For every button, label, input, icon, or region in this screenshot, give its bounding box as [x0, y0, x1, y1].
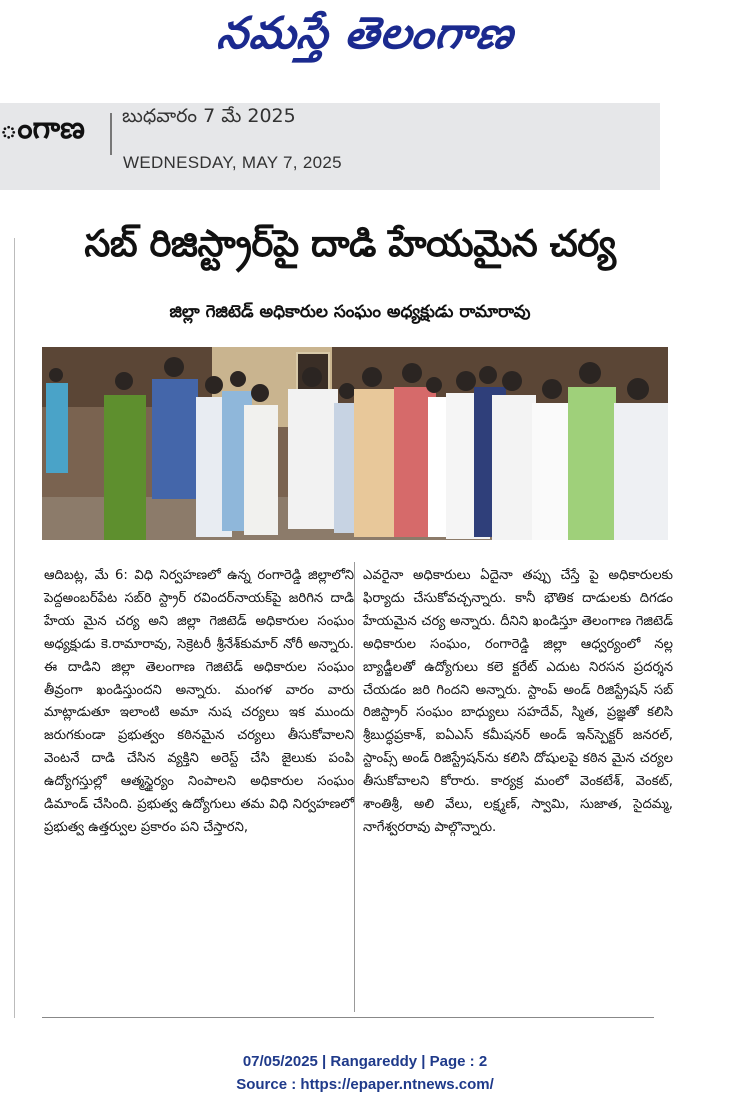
telugu-date: బుధవారం 7 మే 2025: [122, 105, 296, 127]
section-brand: ంగాణ: [0, 111, 85, 146]
masthead: [0, 0, 730, 95]
article-body-right: ఎవరైనా అధికారులు ఏదైనా తప్పు చేస్తే పై అధికారులకు ఫిర్యాదు చేసుకోవచ్చన్నారు. కానీ భౌతిక దాడులకు దిగడం హేయమైన చర్య అన్నారు. దీనిని ఖండిస్తూ తెలంగాణ గెజిటెడ్ అధికారుల సంఘం, రంగారెడ్డి జిల్లా ఆధ్వర్యంలో నల్ల బ్యాడ్జీలతో ఉద్యోగులు కలె క్టరేట్ ఎదుట నిరసన ప్రదర్శన చేయడం జరి గిందని అన్నారు. స్టాంప్ అండ్ రిజిస్ట్రేషన్ సబ్ రిజిస్ట్రార్ సంఘం బాధ్యులు సహదేవ్, స్మిత, ప్రజ్ఞతో కలిసి శ్రీబుద్ధప్రకాశ్, ఐఏఎస్ కమీషనర్ అండ్ ఇన్‌స్పెక్టర్ జనరల్, స్టాంప్స్ అండ్ రిజిస్ట్రేషన్‌ను కలిసి దోషులపై కఠిన మైన చర్యల తీసుకోవాలని కోరారు. కార్యక్ర మంలో వెంకటేశ్, వెంకట్, శాంతిశ్రీ, అలి వేలు, లక్ష్మణ్, స్వామి, సుజాత, సైదమ్మ, నాగేశ్వరరావు పాల్గొన్నారు.: [363, 568, 673, 835]
page-footer: [0, 1050, 730, 1096]
bottom-rule: [42, 1017, 654, 1018]
article-subheadline: జిల్లా గెజిటెడ్ అధికారుల సంఘం అధ్యక్షుడు రామారావు: [169, 302, 531, 322]
footer-meta: 07/05/2025 | Rangareddy | Page : 2: [242, 1053, 488, 1070]
group-photo: [42, 347, 668, 540]
footer-source-link[interactable]: Source : https://epaper.ntnews.com/: [236, 1076, 494, 1093]
article-column-left: [44, 565, 354, 840]
article-body-left: ఆదిబట్ల, మే 6: విధి నిర్వహణలో ఉన్న రంగారెడ్డి జిల్లాలోని పెద్దఅంబర్‌పేట సబ్‌రి స్ట్రార్ రవిందర్‌నాయక్‌పై జరిగిన దాడి హేయ మైన చర్య అని జిల్లా గెజిటెడ్ అధికారుల సంఘం అధ్యక్షుడు కె.రామారావు, సెక్రెటరీ శ్రీనేశ్‌కుమార్ నోరీ అన్నారు. ఈ దాడిని జిల్లా తెలంగాణ గెజిటెడ్ అధికారుల సంఘం తీవ్రంగా ఖండిస్తుందని అన్నారు. మంగళ వారం వారు మాట్లాడుతూ ఇలాంటి అమా నుష చర్యలు ఇక ముందు జరుగకుండా ప్రభుత్వం కఠినమైన చర్యలు తీసుకోవాలని వెంటనే దాడి చేసిన వ్యక్తిని అరెస్ట్ చేసి జైలుకు పంపి ఉద్యోగస్తుల్లో ఆత్మస్థైర్యం నింపాలని అధికారుల సంఘం డిమాండ్ చేసింది. ప్రభుత్వ ఉద్యోగులు తమ విధి నిర్వహణలో ప్రభుత్వ ఉత్తర్వుల ప్రకారం పని చేస్తారని,: [44, 568, 354, 835]
english-date: WEDNESDAY, MAY 7, 2025: [123, 153, 342, 172]
date-divider: [110, 113, 112, 155]
newspaper-logo: నమస్తే తెలంగాణ: [214, 8, 517, 59]
column-divider: [354, 562, 355, 1012]
left-margin-rule: [14, 238, 15, 1018]
article-headline: సబ్ రిజిస్ట్రార్‌పై దాడి హేయమైన చర్య: [84, 222, 616, 265]
date-band: [0, 103, 660, 190]
article-column-right: [363, 565, 673, 840]
